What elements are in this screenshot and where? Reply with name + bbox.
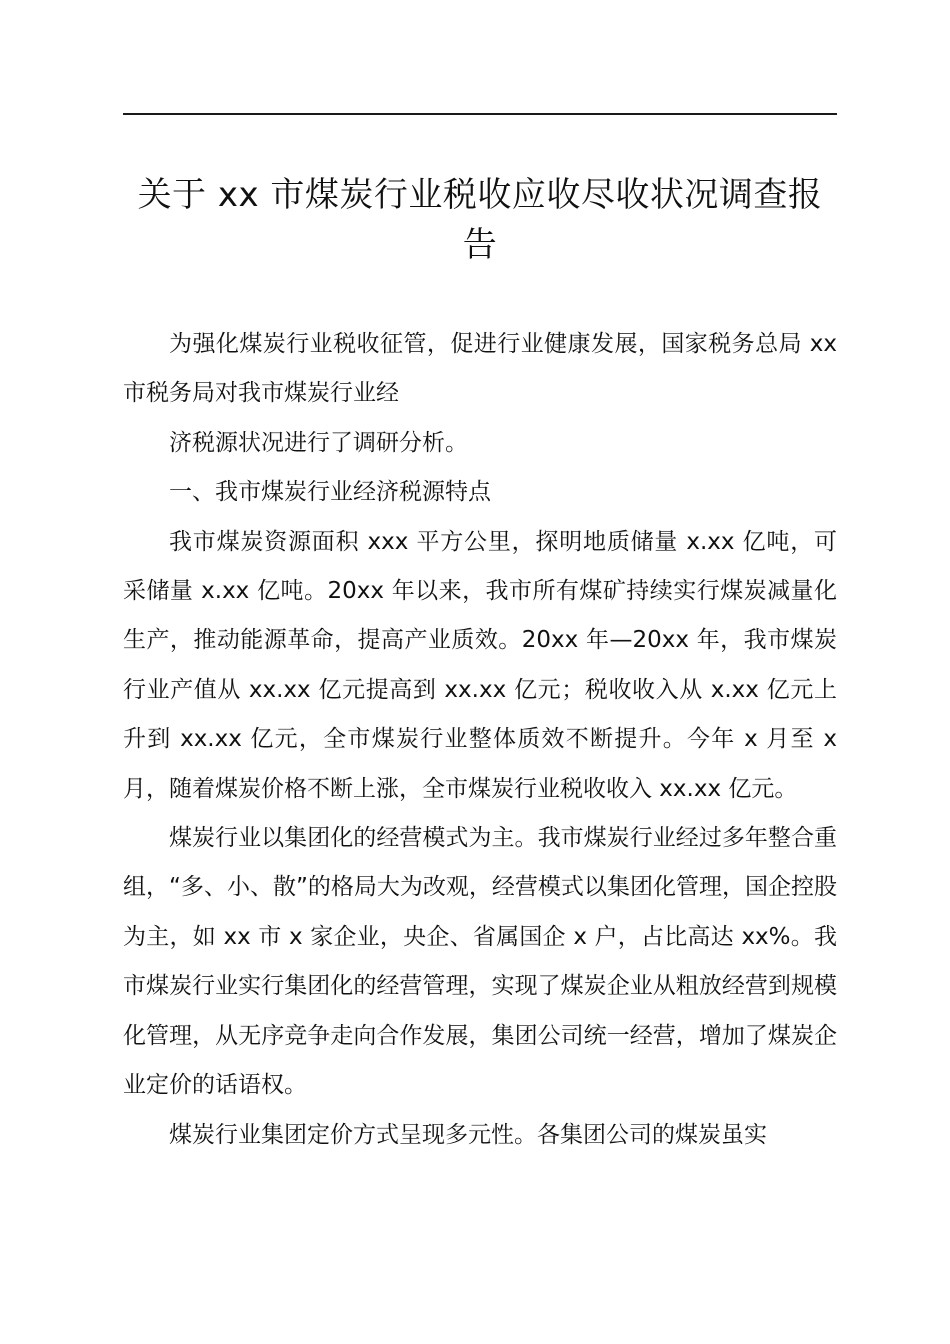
paragraph-pricing: 煤炭行业集团定价方式呈现多元性。各集团公司的煤炭虽实 — [169, 1121, 767, 1148]
paragraph-group-operation: 煤炭行业以集团化的经营模式为主。我市煤炭行业经过多年整合重组，“多、小、散”的格局大为改观，经营模式以集团化管理，国企控股为主，如 xx 市 x 家企业，央企、省属国企 x 户，占比高达 xx%。我市煤炭行业实行集团化的经营管理，实现了煤炭企业从粗放经营到规模化管理，从无序竞争走向合作发展，集团公司统一经营，增加了煤炭企业定价的话语权。 — [123, 825, 837, 1099]
title-line-1: 关于 xx 市煤炭行业税收应收尽收状况调查报 — [137, 175, 823, 215]
document-title — [123, 170, 837, 270]
document-body — [123, 320, 837, 1160]
title-line-2: 告 — [462, 225, 498, 265]
paragraph-intro: 为强化煤炭行业税收征管，促进行业健康发展，国家税务总局 xx 市税务局对我市煤炭行业经 — [123, 331, 837, 407]
paragraph-resources: 我市煤炭资源面积 xxx 平方公里，探明地质储量 x.xx 亿吨，可采储量 x.xx 亿吨。20xx 年以来，我市所有煤矿持续实行煤炭减量化生产，推动能源革命，提高产业质效。20xx 年—20xx 年，我市煤炭行业产值从 xx.xx 亿元提高到 xx.xx 亿元；税收收入从 x.xx 亿元上升到 xx.xx 亿元，全市煤炭行业整体质效不断提升。今年 x 月至 x 月，随着煤炭价格不断上涨，全市煤炭行业税收收入 xx.xx 亿元。 — [123, 528, 837, 802]
section-heading: 一、我市煤炭行业经济税源特点 — [169, 479, 491, 506]
header-rule — [123, 113, 837, 115]
paragraph-intro-continued: 济税源状况进行了调研分析。 — [169, 429, 468, 456]
